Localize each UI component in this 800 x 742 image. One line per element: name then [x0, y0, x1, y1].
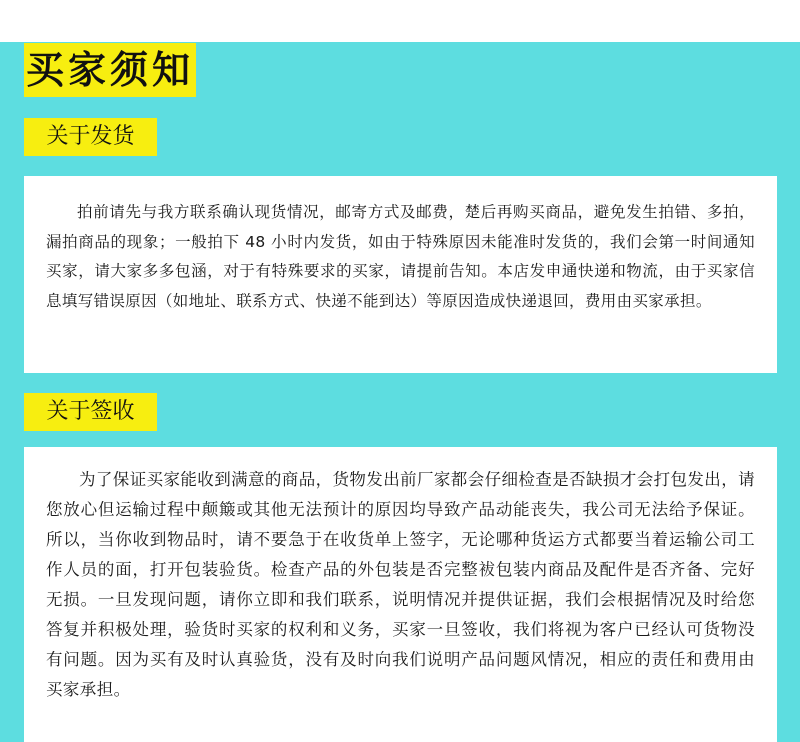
- receipt-paragraph: 为了保证买家能收到满意的商品，货物发出前厂家都会仔细检查是否缺损才会打包发出，请您放心但运输过程中颠簸或其他无法预计的原因均导致产品动能丧失，我公司无法给予保证。所以，当你收到物品时，请不要急于在收货单上签字，无论哪种货运方式都要当着运输公司工作人员的面，打开包装验货。检查产品的外包装是否完整袚包装内商品及配件是否齐备、完好无损。一旦发现问题，请你立即和我们联系，说明情况并提供证据，我们会根据情况及时给您答复并积极处理，验货时买家的权利和义务，买家一旦签收，我们将视为客户已经认可货物没有问题。因为买有及时认真验货，没有及时向我们说明产品问题风情况，相应的责任和费用由买家承担。: [46, 470, 755, 699]
- section-heading-shipping: 关于发货: [24, 118, 157, 156]
- page-title: 买家须知: [24, 43, 196, 97]
- shipping-paragraph: 拍前请先与我方联系确认现货情况，邮寄方式及邮费，楚后再购买商品，避免发生拍错、多拍，漏拍商品的现象；一般拍下 48 小时内发货，如由于特殊原因未能准时发货的，我们会第一时间通知买家，请大家多多包涵，对于有特殊要求的买家，请提前告知。本店发申通快递和物流，由于买家信息填写错误原因（如地址、联系方式、快递不能到达）等原因造成快递退回，费用由买家承担。: [46, 203, 755, 310]
- section-heading-receipt: 关于签收: [24, 393, 157, 431]
- receipt-text-box: [24, 447, 777, 742]
- shipping-text-box: [24, 176, 777, 373]
